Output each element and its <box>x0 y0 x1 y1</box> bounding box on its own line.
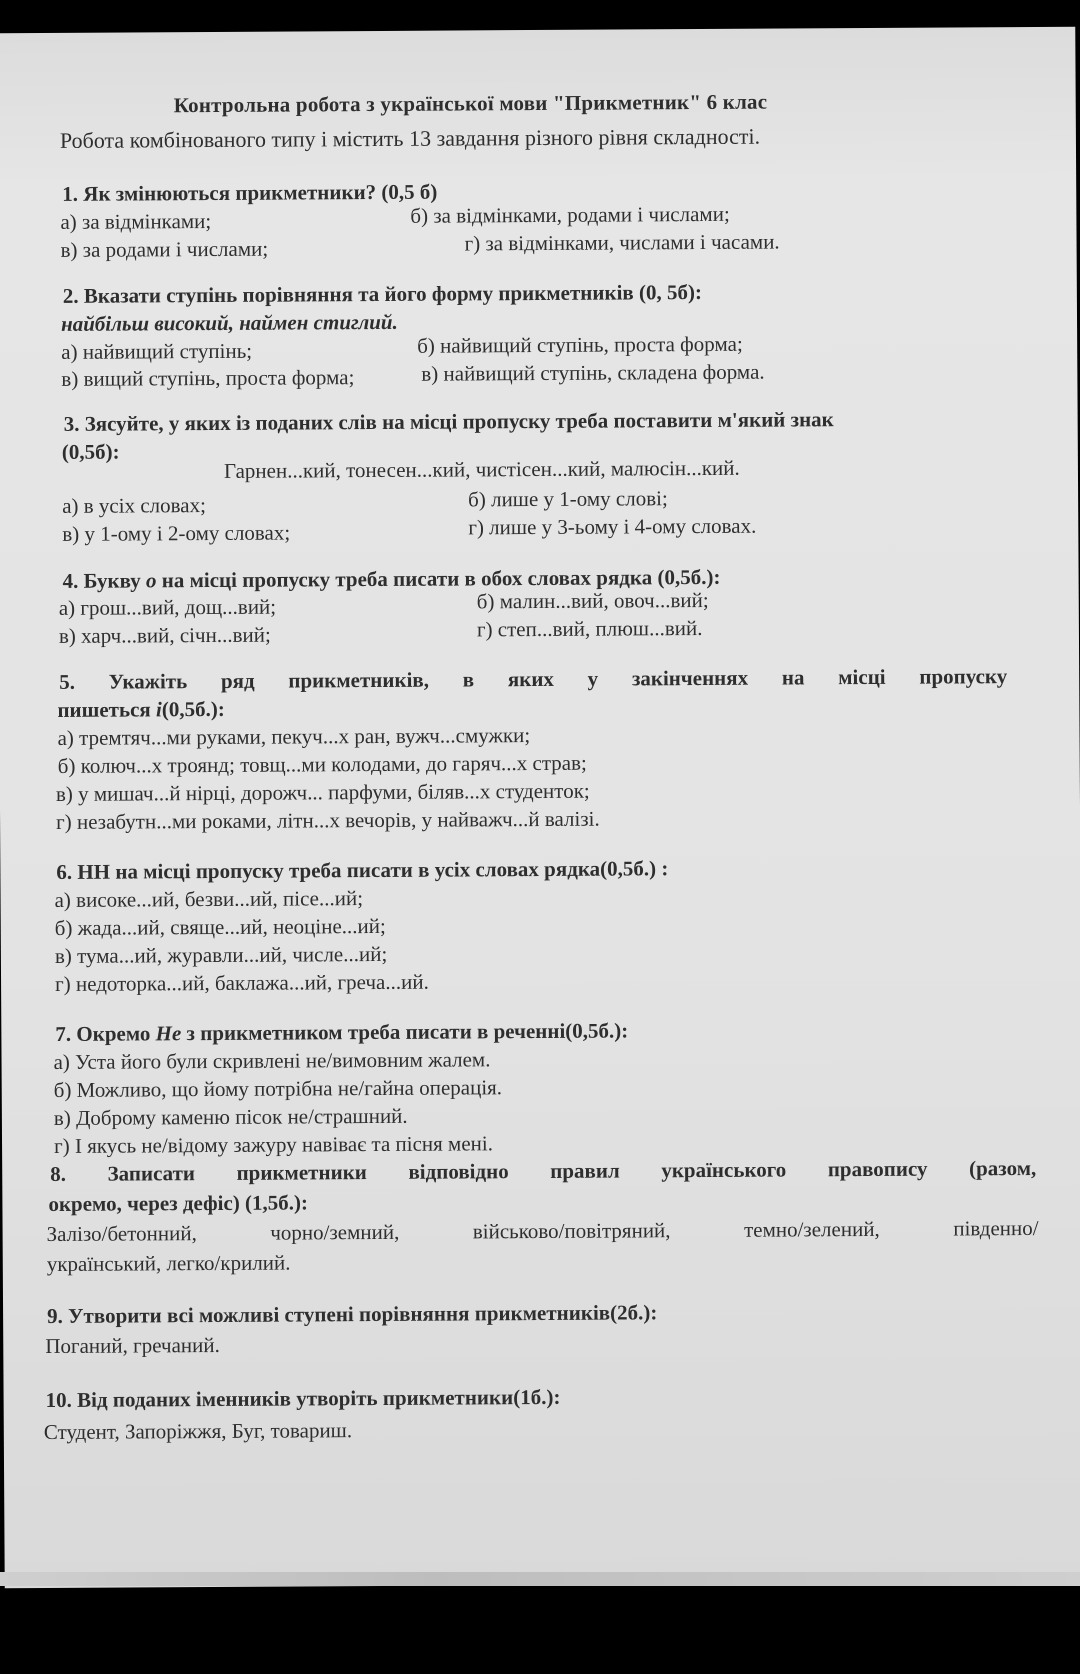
task-7-option-c: в) Доброму каменю пісок не/страшний. <box>53 1103 408 1130</box>
task-8-question-line2: окремо, через дефіс) (1,5б.): <box>48 1190 309 1217</box>
task-5-letter: і <box>155 697 162 722</box>
task-4-question: 4. Букву о на місці пропуску треба писати в обох словах рядка (0,5б.): <box>62 564 721 593</box>
task-4-option-a: а) грош...вий, дощ...вий; <box>58 594 277 620</box>
task-7-option-b: б) Можливо, що йому потрібна не/гайна операція. <box>53 1075 503 1102</box>
task-6-option-a: а) високе...ий, безви...ий, пісе...ий; <box>54 886 364 912</box>
task-7-question: 7. Окремо Не з прикметником треба писати в реченні(0,5б.): <box>55 1018 629 1046</box>
task-7-ne: Не <box>155 1021 182 1046</box>
task-3-option-b: б) лише у 1-ому слові; <box>468 486 668 512</box>
task-5-option-d: г) незабутн...ми роками, літн...х вечорів, у найважч...й валізі. <box>56 806 600 834</box>
task-2-option-d: в) найвищий ступінь, складена форма. <box>421 359 765 386</box>
paper-edge <box>0 1572 1080 1586</box>
task-3-option-d: г) лише у 3-ьому і 4-ому словах. <box>468 513 757 540</box>
task-2-question: 2. Вказати ступінь порівняння та його форму прикметників (0, 5б): <box>62 280 703 308</box>
task-2-option-a: а) найвищий ступінь; <box>61 338 253 364</box>
task-5-question-line1: 5. Укажіть ряд прикметників, в яких у закінченнях на місці пропуску <box>59 664 1008 694</box>
task-9-question: 9. Утворити всі можливі ступені порівняння прикметників(2б.): <box>47 1300 658 1329</box>
worksheet-paper <box>0 27 1080 1589</box>
task-4-option-c: в) харч...вий, січн...вий; <box>58 622 271 648</box>
task-7-option-a: а) Уста його були скривлені не/вимовним жалем. <box>53 1047 491 1074</box>
task-2-words: найбільш високий, наймен стиглий. <box>60 309 398 336</box>
task-6-option-b: б) жада...ий, свяще...ий, неоціне...ий; <box>54 913 386 940</box>
task-1-question: 1. Як змінюються прикметники? (0,5 б) <box>62 179 438 206</box>
task-6-option-d: г) недоторка...ий, баклажа...ий, греча...ий. <box>54 969 429 996</box>
task-4-option-b: б) малин...вий, овоч...вий; <box>476 587 709 614</box>
page-subtitle: Робота комбінованого типу і містить 13 завдання різного рівня складності. <box>59 123 761 153</box>
task-1-option-d: г) за відмінками, числами і часами. <box>464 229 780 256</box>
task-3-words: Гарнен...кий, тонесен...кий, чистісен...кий, малюсін...кий. <box>223 455 740 483</box>
task-3-question-line1: 3. Зясуйте, у яких із поданих слів на місці пропуску треба поставити м'який знак <box>63 407 834 436</box>
task-1-option-c: в) за родами і числами; <box>60 236 269 262</box>
task-3-option-c: в) у 1-ому і 2-ому словах; <box>62 520 291 546</box>
task-8-text-line2: український, легко/крилий. <box>46 1250 291 1277</box>
task-1-option-b: б) за відмінками, родами і числами; <box>410 201 730 228</box>
task-4-letter: о <box>145 568 157 593</box>
task-5-option-a: а) тремтяч...ми руками, пекуч...х ран, вужч...смужки; <box>57 723 531 750</box>
task-5-option-b: б) колюч...х троянд; товщ...ми колодами, до гаряч...х страв; <box>57 750 587 778</box>
task-6-question: 6. НН на місці пропуску треба писати в усіх словах рядка(0,5б.) : <box>56 856 669 884</box>
task-4-option-d: г) степ...вий, плюш...вий. <box>476 616 703 642</box>
task-1-option-a: а) за відмінками; <box>60 208 212 234</box>
task-7-option-d: г) І якусь не/відому зажуру навіває та пісня мені. <box>53 1131 494 1158</box>
task-6-option-c: в) тума...ий, журавли...ий, числе...ий; <box>54 941 388 968</box>
task-2-option-c: в) вищий ступінь, проста форма; <box>61 365 355 391</box>
task-10-question: 10. Від поданих іменників утворіть прикметники(1б.): <box>45 1384 561 1413</box>
task-2-option-b: б) найвищий ступінь, проста форма; <box>417 331 743 358</box>
task-3-option-a: а) в усіх словах; <box>62 493 206 518</box>
task-5-question-line2: пишеться і(0,5б.): <box>57 696 225 722</box>
page-title: Контрольна робота з української мови "Прикметник" 6 клас <box>173 89 768 118</box>
task-10-text: Студент, Запоріжжя, Буг, товариш. <box>43 1418 353 1445</box>
task-8-question-line1: 8. Записати прикметники відповідно правил українського правопису (разом, <box>50 1155 1037 1186</box>
task-5-option-c: в) у мишач...й нірці, дорожч... парфуми, біляв...х студенток; <box>55 778 590 806</box>
task-9-text: Поганий, гречаний. <box>45 1332 220 1359</box>
task-8-text-line1: Залізо/бетонний, чорно/земний, військово/повітряний, темно/зелений, південно/ <box>46 1215 1039 1247</box>
task-3-question-line2: (0,5б): <box>61 439 120 464</box>
